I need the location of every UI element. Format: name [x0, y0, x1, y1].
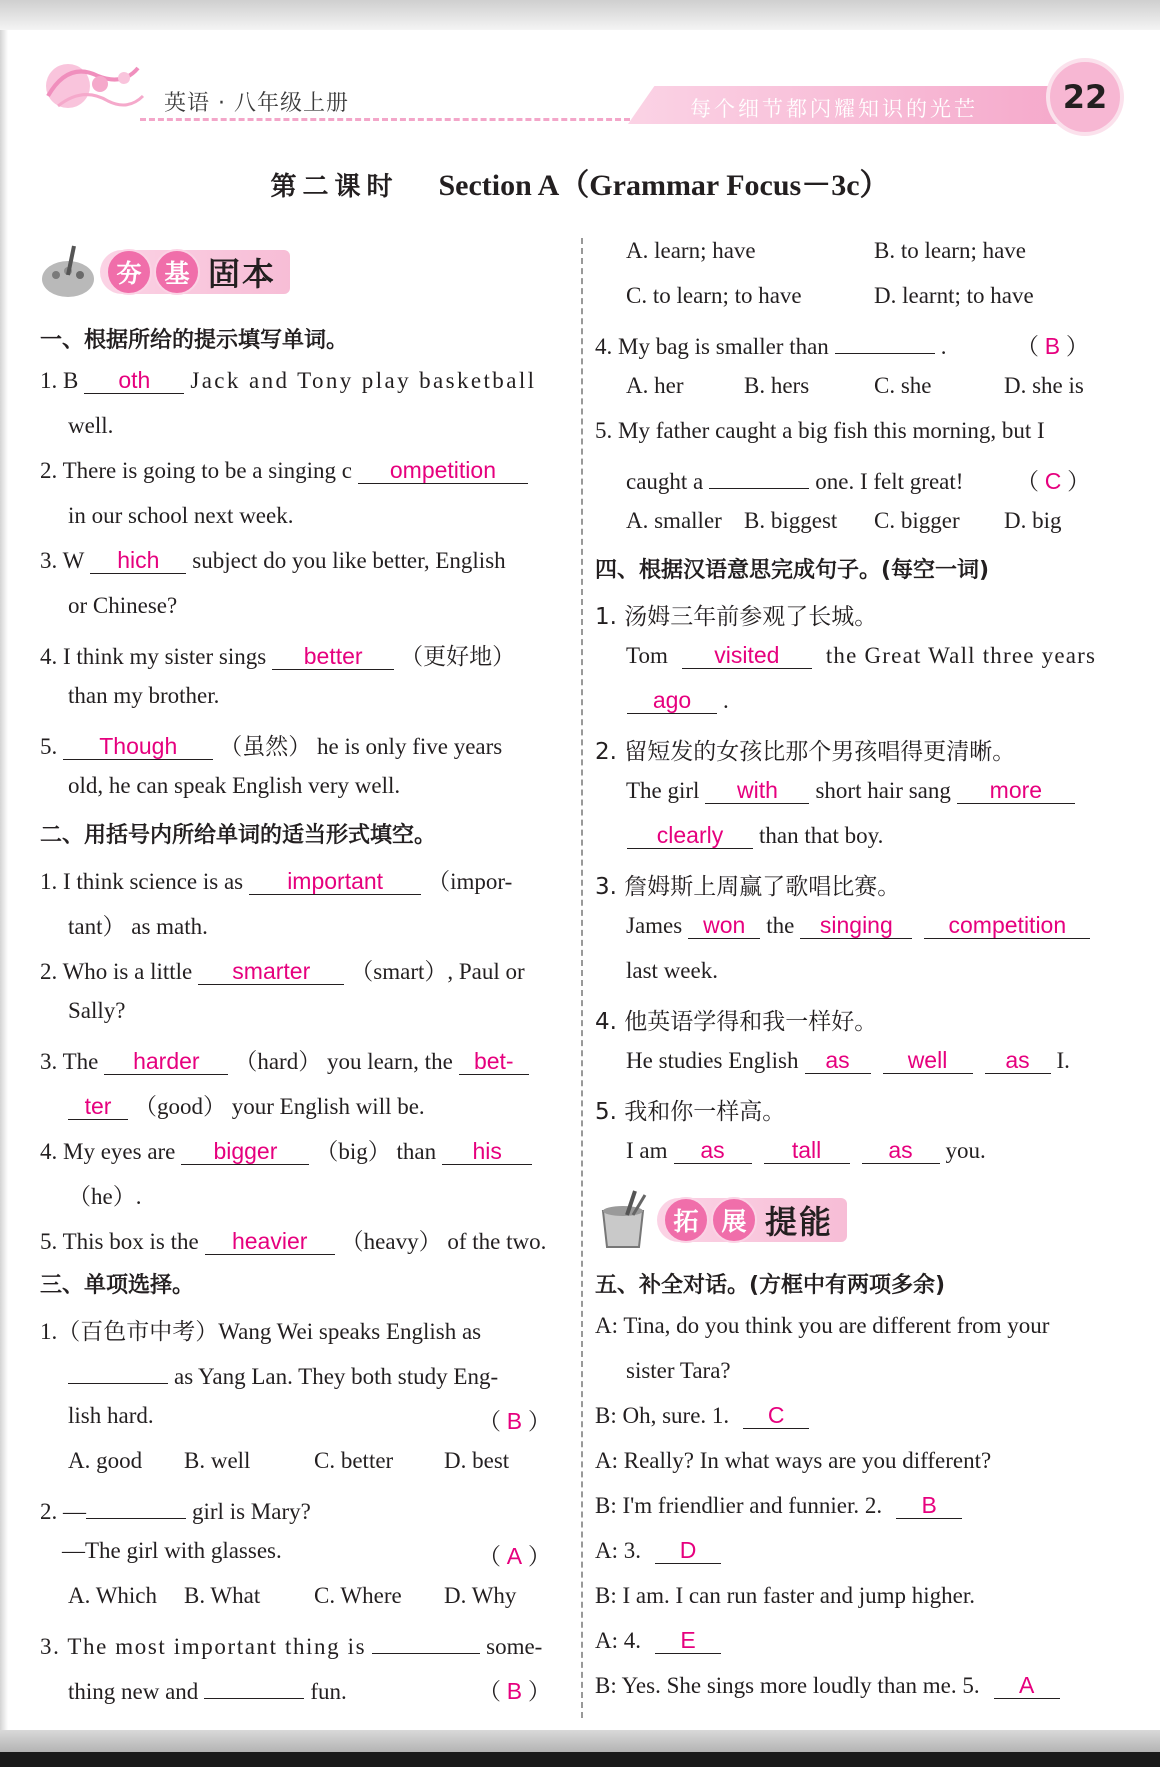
s3-q2-cont: —The girl with glasses. [62, 1538, 282, 1563]
s3-q5-blank [709, 463, 809, 489]
s4-q5-answer3: as [862, 1138, 940, 1164]
s4-q4-answer3: as [985, 1048, 1051, 1074]
dialog-line-2-text: B: Oh, sure. 1. [595, 1403, 730, 1428]
s2-q2-cont: Sally? [68, 998, 126, 1023]
s3-q1-blank [68, 1358, 168, 1384]
s2-q2-answer: smarter [198, 959, 344, 985]
s2-q3-cont [62, 1088, 425, 1121]
s3-q1-answer: B [506, 1408, 523, 1434]
dialog-line-4-text: B: I'm friendlier and funnier. 2. [595, 1493, 883, 1518]
s1-q1-cont: well. [68, 413, 114, 438]
s3-q4-choice: （ B ） [1016, 333, 1089, 359]
s3-q3-text3: thing new and [68, 1679, 199, 1704]
s3-q4-options [626, 373, 1106, 399]
s3-q5-answer: C [1044, 468, 1062, 494]
s4-q2-answer3: clearly [627, 823, 753, 849]
dialog-line-3: A: Really? In what ways are you different? [595, 1448, 992, 1473]
s3-q4: 4. My bag is smaller than . [595, 328, 947, 360]
s3-q3-opt-c: C. to learn; to have [626, 283, 802, 308]
s3-q3-text: 3. The most important thing is [40, 1634, 367, 1659]
page-number: 22 [1046, 58, 1124, 136]
s3-q5-choice: （ C ） [1016, 468, 1091, 494]
bottom-shadow [0, 1752, 1160, 1767]
dialog-line-7 [595, 1628, 727, 1654]
s2-q1 [40, 863, 512, 896]
s3-q2-opt-b: B. What [184, 1583, 261, 1608]
s4-q4 [626, 1048, 1070, 1074]
s2-q3-text3: （good） your English will be. [134, 1094, 425, 1119]
s4-q2-answer2: more [957, 778, 1075, 804]
s3-q4-text: 4. My bag is smaller than [595, 334, 829, 359]
s4-q3-text2: the [766, 913, 795, 938]
dialog-line-2 [595, 1403, 815, 1429]
s4-q1-text: Tom [626, 643, 668, 668]
s3-q5-opt-c: C. bigger [874, 508, 960, 533]
dialog-answer-1: C [743, 1403, 809, 1429]
s2-q4-cont: （he）. [68, 1184, 142, 1209]
s3-q1-cont2: lish hard. [68, 1403, 154, 1428]
s4-q1-answer1: visited [682, 643, 812, 669]
lesson-title-en: Section A（Grammar Focus－3c） [438, 169, 890, 202]
badge-text: 提能 [765, 1203, 834, 1241]
s3-q5-cont [626, 463, 963, 495]
s2-q2-text2: （smart）, Paul or [350, 959, 525, 984]
s1-q4-text: 4. I think my sister sings [40, 644, 267, 669]
s1-q3-answer: hich [90, 548, 186, 574]
s3-q5-text3: one. I felt great! [815, 469, 964, 494]
s1-q5 [40, 728, 502, 761]
s1-q2 [40, 458, 534, 484]
s3-q2 [40, 1493, 311, 1525]
s3-q2-opt-a: A. Which [68, 1583, 158, 1608]
s4-q2 [626, 778, 1081, 804]
s2-q5-text2: （heavy） of the two. [340, 1229, 547, 1254]
section4-heading: 四、根据汉语意思完成句子。(每空一词) [595, 558, 990, 583]
s3-q1-opt-d: D. best [444, 1448, 510, 1473]
dialog-line-8-text: B: Yes. She sings more loudly than me. 5. [595, 1673, 980, 1698]
dialog-line-4 [595, 1493, 968, 1519]
s4-q5 [626, 1138, 986, 1164]
s2-q4-answer2: his [442, 1139, 532, 1165]
s3-q3-opt-b: B. to learn; have [874, 238, 1027, 263]
badge-ball-1: 夯 [106, 249, 152, 295]
s3-q5-opt-d: D. big [1004, 508, 1062, 533]
s4-q2-text3: than that boy. [759, 823, 884, 848]
s4-q2-cont [621, 823, 883, 849]
dialog-answer-4: E [655, 1628, 721, 1654]
s2-q4 [40, 1133, 538, 1166]
s3-q5-opt-b: B. biggest [744, 508, 838, 533]
dialog-line-1b: sister Tara? [626, 1358, 731, 1383]
s2-q2-text: 2. Who is a little [40, 959, 193, 984]
s4-q1-text2: the Great Wall three years [825, 643, 1097, 668]
s4-q5-answer1: as [674, 1138, 752, 1164]
s4-q3-zh: 3. 詹姆斯上周赢了歌唱比赛。 [595, 874, 901, 900]
s3-q3-opt-d: D. learnt; to have [874, 283, 1034, 308]
s1-q3-text: 3. W [40, 548, 85, 573]
dialog-line-5 [595, 1538, 727, 1564]
s1-q5-answer: Though [63, 734, 213, 760]
s3-q2-blank [86, 1493, 186, 1519]
s2-q1-text2: （impor- [427, 869, 513, 894]
s3-q3-blank2 [204, 1673, 304, 1699]
s4-q4-answer2: well [883, 1048, 973, 1074]
s1-q4-cont: than my brother. [68, 683, 220, 708]
s2-q5 [40, 1223, 546, 1256]
s3-q5-text2: caught a [626, 469, 704, 494]
s2-q1-text: 1. I think science is as [40, 869, 244, 894]
dialog-line-6: B: I am. I can run faster and jump higher. [595, 1583, 976, 1608]
s4-q3-text: James [626, 913, 683, 938]
s4-q2-zh: 2. 留短发的女孩比那个男孩唱得更清晰。 [595, 739, 1016, 765]
s3-q3-text2: some- [486, 1634, 543, 1659]
motto: 每个细节都闪耀知识的光芒 [690, 97, 978, 121]
s3-q2-text2: girl is Mary? [192, 1499, 311, 1524]
s3-q3-options-row2 [626, 283, 1106, 309]
s1-q3 [40, 548, 506, 574]
badge-pill [657, 1198, 847, 1242]
section5-heading: 五、补全对话。(方框中有两项多余) [595, 1273, 946, 1298]
s4-q5-text: I am [626, 1138, 668, 1163]
s3-q2-choice: （ A ） [478, 1543, 551, 1569]
s4-q5-text2: you. [945, 1138, 986, 1163]
s3-q4-opt-b: B. hers [744, 373, 810, 398]
badge-ball-2: 基 [154, 249, 200, 295]
s2-q4-answer1: bigger [181, 1139, 309, 1165]
s3-q2-text: 2. — [40, 1499, 86, 1524]
s4-q1-zh: 1. 汤姆三年前参观了长城。 [595, 604, 878, 630]
dialog-line-7-text: A: 4. [595, 1628, 641, 1653]
s2-q1-cont: tant） as math. [68, 914, 208, 939]
s3-q3-blank1 [372, 1628, 480, 1654]
s3-q5: 5. My father caught a big fish this morning, but I [595, 418, 1045, 443]
s3-q1-choice: （ B ） [478, 1408, 551, 1434]
s1-q1 [40, 368, 536, 394]
s2-q5-answer: heavier [205, 1229, 335, 1255]
s1-q4-hint: （更好地） [400, 644, 516, 670]
s3-q1-cont [62, 1358, 498, 1390]
s3-q3-cont [68, 1673, 347, 1705]
dialog-answer-2: B [896, 1493, 962, 1519]
s4-q3 [626, 913, 1096, 939]
s3-q1-text2: as Yang Lan. They both study Eng- [174, 1364, 499, 1389]
s3-q1-opt-a: A. good [68, 1448, 143, 1473]
s4-q2-text2: short hair sang [815, 778, 951, 803]
s4-q3-answer3: competition [924, 913, 1090, 939]
lesson-title-zh: 第二课时 [270, 172, 399, 202]
s2-q1-answer: important [249, 869, 421, 895]
s3-q5-opt-a: A. smaller [626, 508, 722, 533]
s4-q2-answer1: with [705, 778, 809, 804]
s3-q4-opt-c: C. she [874, 373, 932, 398]
s3-q3-opt-a: A. learn; have [626, 238, 756, 263]
s3-q4-opt-a: A. her [626, 373, 684, 398]
s2-q4-text: 4. My eyes are [40, 1139, 176, 1164]
s3-q3-choice: （ B ） [478, 1678, 551, 1704]
section3-heading: 三、单项选择。 [40, 1273, 195, 1298]
s4-q4-text: He studies English [626, 1048, 799, 1073]
s4-q3-answer2: singing [800, 913, 912, 939]
s1-q3-cont: or Chinese? [68, 593, 178, 618]
s1-q5-text: 5. [40, 734, 58, 759]
s4-q5-answer2: tall [764, 1138, 850, 1164]
s1-q2-text: 2. There is going to be a singing c [40, 458, 352, 483]
s3-q5-options [626, 508, 1106, 534]
s3-q1: 1.（百色市中考）Wang Wei speaks English as [40, 1319, 482, 1344]
s3-q4-blank [835, 328, 935, 354]
s4-q4-answer1: as [805, 1048, 871, 1074]
s2-q3-answer3: ter [68, 1094, 128, 1120]
s1-q2-answer: ompetition [358, 458, 528, 484]
s1-q5-text2: （虽然） he is only five years [219, 734, 503, 759]
badge-text: 固本 [208, 255, 277, 293]
s4-q5-zh: 5. 我和你一样高。 [595, 1099, 786, 1125]
s1-q1-text: 1. B [40, 368, 79, 393]
dialog-answer-3: D [655, 1538, 721, 1564]
s3-q1-opt-b: B. well [184, 1448, 251, 1473]
s1-q3-text2: subject do you like better, English [192, 548, 506, 573]
section2-heading: 二、用括号内所给单词的适当形式填空。 [40, 823, 437, 848]
s3-q4-opt-d: D. she is [1004, 373, 1084, 398]
s3-q2-options [68, 1583, 538, 1609]
s4-q3-cont: last week. [626, 958, 718, 983]
s4-q1-answer2: ago [627, 688, 717, 714]
s2-q4-text2: （big） than [315, 1139, 437, 1164]
s3-q4-answer: B [1044, 333, 1061, 359]
s2-q5-text: 5. This box is the [40, 1229, 199, 1254]
s3-q2-opt-d: D. Why [444, 1583, 517, 1608]
dialog-line-5-text: A: 3. [595, 1538, 641, 1563]
s1-q5-cont: old, he can speak English very well. [68, 773, 401, 798]
s3-q1-opt-c: C. better [314, 1448, 394, 1473]
badge-ball-2: 展 [711, 1197, 757, 1243]
s3-q3-answer: B [506, 1678, 523, 1704]
dialog-line-8 [595, 1673, 1066, 1699]
s3-q3-options-row1 [626, 238, 1106, 264]
right-column [581, 0, 1160, 1767]
s4-q1 [626, 643, 1096, 669]
s1-q1-text2: Jack and Tony play basketball [190, 368, 537, 393]
s4-q3-answer1: won [688, 913, 760, 939]
s2-q3-answer2: bet- [459, 1049, 529, 1075]
book-title: 英语 · 八年级上册 [164, 91, 349, 116]
dialog-answer-5: A [994, 1673, 1060, 1699]
s4-q4-zh: 4. 他英语学得和我一样好。 [595, 1009, 878, 1035]
s1-q4-answer: better [272, 644, 394, 670]
s3-q3-text4: fun. [310, 1679, 347, 1704]
s2-q2 [40, 953, 525, 986]
s3-q2-answer: A [506, 1543, 523, 1569]
s4-q2-text: The girl [626, 778, 700, 803]
badge-ball-1: 拓 [663, 1197, 709, 1243]
section-badge-extend [595, 1190, 847, 1250]
s3-q1-options [68, 1448, 538, 1474]
dialog-line-1: A: Tina, do you think you are different from your [595, 1313, 1050, 1338]
s3-q2-opt-c: C. Where [314, 1583, 402, 1608]
s1-q2-cont: in our school next week. [68, 503, 294, 528]
s1-q1-answer: oth [84, 368, 184, 394]
s2-q3-text2: （hard） you learn, the [234, 1049, 453, 1074]
paint-bucket-icon [595, 1189, 657, 1251]
section1-heading: 一、根据所给的提示填写单词。 [40, 328, 349, 353]
s4-q1-cont: ago . [621, 688, 729, 714]
s1-q4 [40, 638, 515, 671]
s2-q3-text: 3. The [40, 1049, 99, 1074]
s4-q4-text2: I. [1056, 1048, 1070, 1073]
s3-q3 [40, 1628, 542, 1660]
s2-q3 [40, 1043, 535, 1076]
s2-q3-answer1: harder [104, 1049, 228, 1075]
